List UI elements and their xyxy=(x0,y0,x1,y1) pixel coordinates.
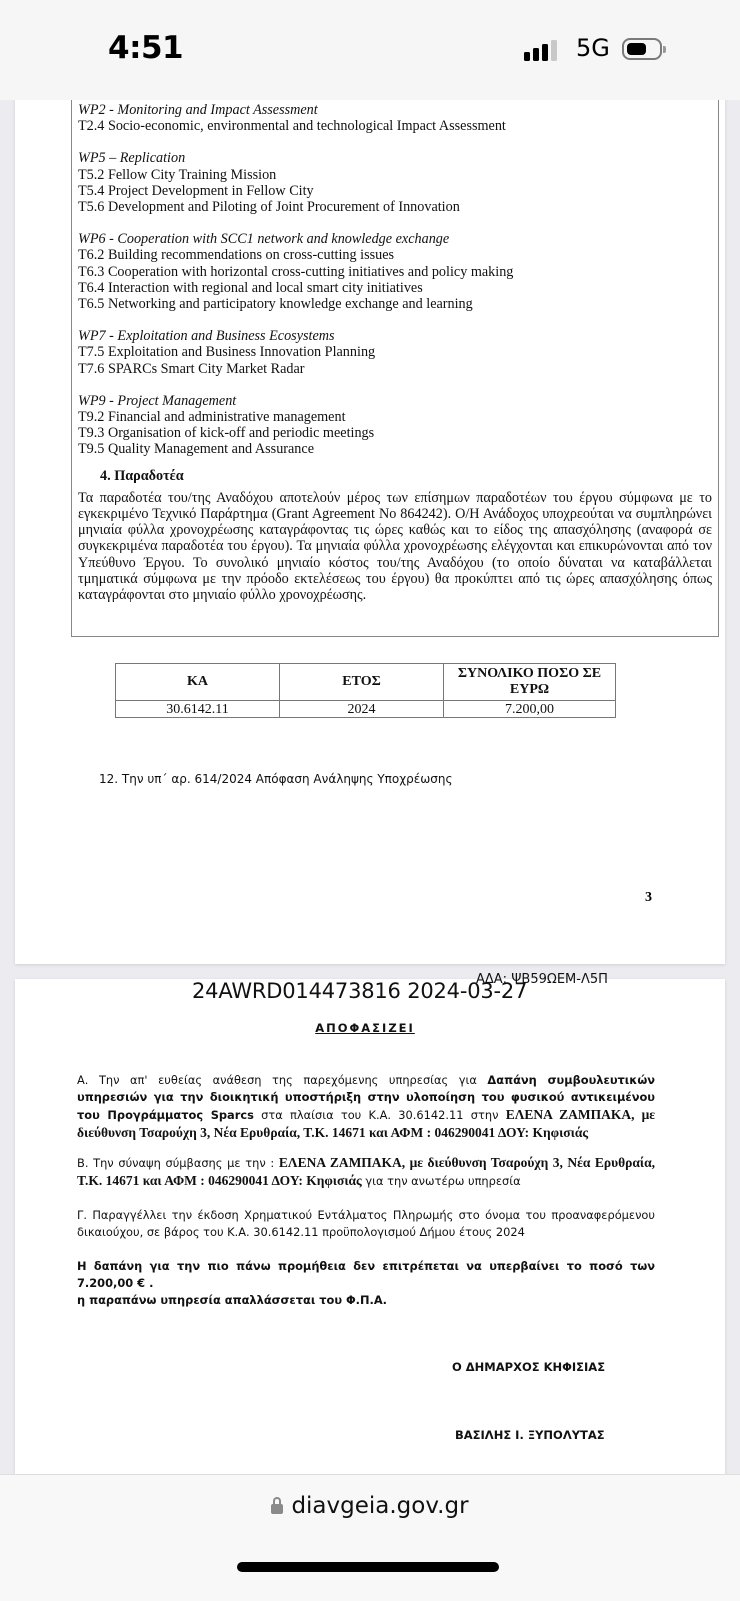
section-4-title: 4. Παραδοτέα xyxy=(100,467,184,484)
wp-title: WP9 - Project Management xyxy=(78,392,237,409)
cell-total: 7.200,00 xyxy=(444,701,616,718)
decision-paragraph-d xyxy=(77,1258,655,1309)
work-package-wp6 xyxy=(78,231,718,312)
wp-title: WP5 – Replication xyxy=(78,150,186,167)
status-bar xyxy=(0,0,740,100)
decision-paragraph-c: Γ. Παραγγέλλει την έκδοση Χρηματικού Εντάλματος Πληρωμής στο όνομα του προαναφερόμενου δικαιούχου, σε βάρος του Κ.Α. 30.6142.11 προϋπολογισμού Δήμου έτους 2024 xyxy=(77,1208,655,1239)
column-header-total: ΣΥΝΟΛΙΚΟ ΠΟΣΟ ΣΕ ΕΥΡΩ xyxy=(444,664,616,701)
task-item: T9.2 Financial and administrative management xyxy=(78,409,346,426)
expense-limit-text: Η δαπάνη για την πιο πάνω προμήθεια δεν επιτρέπεται να υπερβαίνει το ποσό των 7.200,00 € . xyxy=(77,1259,655,1290)
lock-icon xyxy=(271,1497,283,1514)
vat-exemption-text: η παραπάνω υπηρεσία απαλλάσσεται του Φ.Π.Α. xyxy=(77,1293,388,1307)
document-id: 24AWRD014473816 2024-03-27 xyxy=(192,979,528,1003)
table-row xyxy=(116,701,616,718)
page-number: 3 xyxy=(645,890,652,905)
task-item: T7.5 Exploitation and Business Innovation Planning xyxy=(78,344,376,361)
wp-title: WP2 - Monitoring and Impact Assessment xyxy=(78,102,318,118)
work-package-wp9 xyxy=(78,393,718,458)
deliverables-text: Τα παραδοτέα του/της Αναδόχου αποτελούν μέρος των επίσημων παραδοτέων του έργου σύμφωνα με το εγκεκριμένο Τεχνικό Παράρτημα (Grant Agreement No 864242). Ο/Η Ανάδοχος υποχρεούται να συμπληρώνει μηνιαία φύλλα χρονοχρέωσης καταγράφοντας τις ώρες καθώς και το είδος της απασχόλησης (αναφορά σε συγκεκριμένα παραδοτέα του έργου). Τα μηνιαία φύλλα χρονοχρέωσης ελέγχονται και επικυρώνονται από τον Υπεύθυνο Έργου. Το συνολικό μηνιαίο κόστος του/της Αναδόχου (το οποίο δύναται να καταβάλλεται τμηματικά σύμφωνα με την πρόοδο εκτελέσεως του έργου) θα προκύπτει από τις ώρες απασχόλησης όπως καταγράφονται στο μηνιαίο φύλλο χρονοχρέωσης. xyxy=(78,489,712,604)
signature-name: ΒΑΣΙΛΗΣ Ι. ΞΥΠΟΛΥΤΑΣ xyxy=(455,1428,605,1442)
column-header-year: ΕΤΟΣ xyxy=(280,664,444,701)
address-bar[interactable] xyxy=(0,1493,740,1519)
url-text[interactable]: diavgeia.gov.gr xyxy=(291,1493,469,1519)
wp-title: WP6 - Cooperation with SCC1 network and knowledge exchange xyxy=(78,231,450,248)
task-item: T9.3 Organisation of kick-off and periodic meetings xyxy=(78,425,375,442)
signal-icon xyxy=(524,39,558,61)
task-item: T5.6 Development and Piloting of Joint Procurement of Innovation xyxy=(78,199,460,216)
contractor-details: ΕΛΕΝΑ ΖΑΜΠΑΚΑ, με διεύθυνση Τσαρούχη 3, Νέα Ερυθραία, Τ.Κ. 14671 και ΑΦΜ : 046290041 ΔΟΥ: Κηφισιάς xyxy=(77,1107,655,1140)
contractor-details: ΕΛΕΝΑ ΖΑΜΠΑΚΑ, με διεύθυνση Τσαρούχη 3, Νέα Ερυθραία, Τ.Κ. 14671 και ΑΦΜ : 046290041 ΔΟΥ: Κηφισιάς xyxy=(77,1155,655,1188)
home-indicator[interactable] xyxy=(237,1562,499,1572)
network-type: 5G xyxy=(576,34,610,62)
task-item: T7.6 SPARCs Smart City Market Radar xyxy=(78,360,305,377)
text: Α. Την απ' ευθείας ανάθεση της παρεχόμενης υπηρεσίας για xyxy=(77,1073,488,1087)
text: για την ανωτέρω υπηρεσία xyxy=(361,1174,521,1188)
cell-year: 2024 xyxy=(280,701,444,718)
document-page-3 xyxy=(15,80,725,964)
work-package-wp7 xyxy=(78,328,718,377)
document-page-4 xyxy=(15,972,725,1479)
task-item: T5.4 Project Development in Fellow City xyxy=(78,182,314,199)
work-package-wp2 xyxy=(78,102,718,134)
task-item: T6.3 Cooperation with horizontal cross-cutting initiatives and policy making xyxy=(78,263,514,280)
text: Β. Την σύναψη σύμβασης με την : xyxy=(77,1156,279,1170)
work-package-wp5 xyxy=(78,150,718,215)
commitment-decision-item: 12. Την υπ΄ αρ. 614/2024 Απόφαση Ανάληψης Υποχρέωσης xyxy=(99,772,453,786)
task-item: T5.2 Fellow City Training Mission xyxy=(78,166,277,183)
task-item: T2.4 Socio-economic, environmental and technological Impact Assessment xyxy=(78,118,506,135)
text: στα πλαίσια του Κ.Α. 30.6142.11 στην xyxy=(253,1108,506,1122)
budget-table xyxy=(115,663,616,718)
task-item: T6.5 Networking and participatory knowledge exchange and learning xyxy=(78,296,473,313)
status-time: 4:51 xyxy=(108,30,184,66)
decision-heading: ΑΠΟΦΑΣΙΖΕΙ xyxy=(315,1021,415,1035)
service-description: Δαπάνη συμβουλευτικών υπηρεσιών για την διοικητική υποστήριξη στην υλοποίηση του φυσικού αντικειμένου του Προγράμματος Sparcs xyxy=(77,1073,655,1122)
signature-title: Ο ΔΗΜΑΡΧΟΣ ΚΗΦΙΣΙΑΣ xyxy=(452,1360,606,1374)
task-item: T6.4 Interaction with regional and local smart city initiatives xyxy=(78,279,423,296)
task-item: T9.5 Quality Management and Assurance xyxy=(78,441,314,458)
work-packages-box xyxy=(71,80,719,637)
decision-paragraph-b xyxy=(77,1154,655,1190)
column-header-ka: ΚΑ xyxy=(116,664,280,701)
task-item: T6.2 Building recommendations on cross-cutting issues xyxy=(78,247,395,264)
ada-code: ΑΔΑ: ΨΒ59ΩΕΜ-Λ5Π xyxy=(476,972,608,987)
wp-title: WP7 - Exploitation and Business Ecosystems xyxy=(78,328,335,345)
battery-icon xyxy=(622,38,662,60)
cell-ka: 30.6142.11 xyxy=(116,701,280,718)
browser-bottom-bar xyxy=(0,1474,740,1601)
table-header-row xyxy=(116,664,616,701)
decision-paragraph-a xyxy=(77,1072,655,1142)
